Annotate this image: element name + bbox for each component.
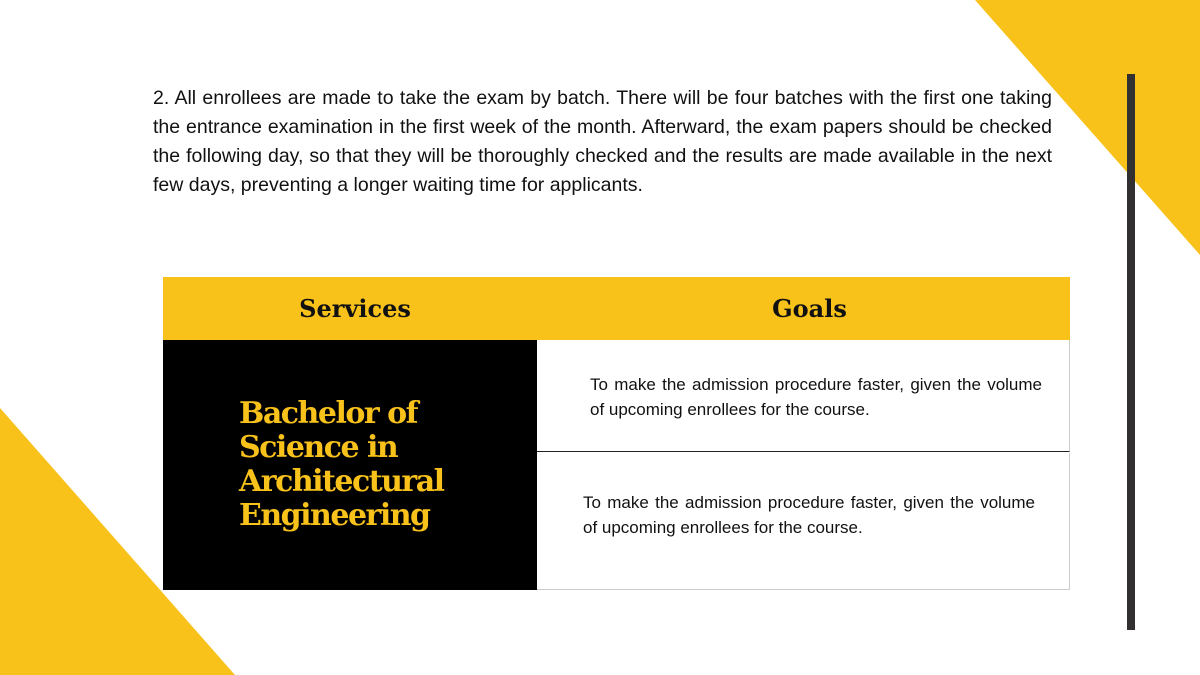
goal-text: To make the admission procedure faster, given the volume of upcoming enrollees for the course. <box>583 493 1035 537</box>
service-cell <box>163 340 537 590</box>
vertical-divider-bar <box>1127 74 1135 630</box>
body-paragraph: 2. All enrollees are made to take the exam by batch. There will be four batches with the first one taking the entrance examination in the first week of the month. Afterward, the exam papers should be checked the following day, so that they will be thoroughly checked and the results are made available in the next few days, preventing a longer waiting time for applicants. <box>153 87 1052 196</box>
goal-cell <box>537 340 1070 452</box>
header-services: Services <box>299 294 411 323</box>
header-goals: Goals <box>772 294 847 323</box>
service-name: Bachelor of Science in Architectural Engineering <box>239 396 444 533</box>
goal-text: To make the admission procedure faster, given the volume of upcoming enrollees for the course. <box>590 375 1042 419</box>
services-goals-table <box>163 277 1070 590</box>
table-header <box>163 277 1070 340</box>
goal-cell <box>537 453 1070 590</box>
